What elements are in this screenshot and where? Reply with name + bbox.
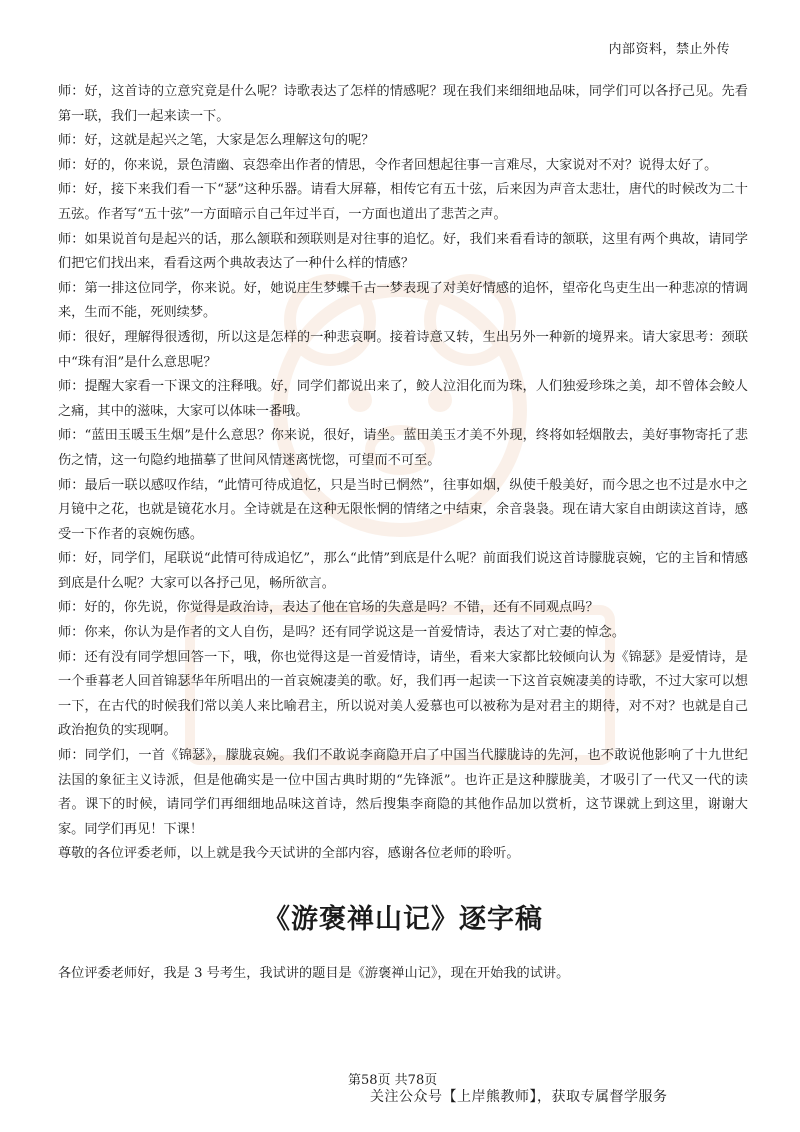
paragraph: 师：第一排这位同学，你来说。好，她说庄生梦蝶千古一梦表现了对美好情感的追怀，望帝化鸟吏生出一种悲凉的情调来，生而不能，死则续梦。 xyxy=(58,280,748,321)
paragraph: 师：最后一联以感叹作结，“此情可待成追忆，只是当时已惘然”，往事如烟，纵使千般美好，而今思之也不过是水中之月镜中之花，也就是镜花水月。全诗就是在这种无限怅惘的情绪之中结束，余音袅袅。现在请大家自由朗读这首诗，感受一下作者的哀婉伤感。 xyxy=(58,477,748,542)
paragraph: 师：如果说首句是起兴的话，那么颔联和颈联则是对往事的追忆。好，我们来看看诗的颔联，这里有两个典故，请同学们把它们找出来，看看这两个典故表达了一种什么样的情感？ xyxy=(58,231,748,272)
paragraph: 师：你来，你认为是作者的文人自伤，是吗？还有同学说这是一首爱情诗，表达了对亡妻的悼念。 xyxy=(58,625,626,641)
paragraph: 师：好，同学们，尾联说“此情可待成追忆”，那么“此情”到底是什么呢？前面我们说这首诗朦胧哀婉，它的主旨和情感到底是什么呢？大家可以各抒己见，畅所欲言。 xyxy=(58,551,748,591)
section-title: 《游褒禅山记》逐字稿 xyxy=(263,904,543,935)
paragraph: 师：同学们，一首《锦瑟》，朦胧哀婉。我们不敢说李商隐开启了中国当代朦胧诗的先河，也不敢说他影响了十九世纪法国的象征主义诗派，但是他确实是一位中国古典时期的“先锋派”。也许正是这种朦胧美，才吸引了一代又一代的读者。课下的时候，请同学们再细细地品味这首诗，然后搜集李商隐的其他作品加以赏析，这节课就上到这里，谢谢大家。同学们再见！下课！ xyxy=(58,748,748,837)
paragraph: 师：还有没有同学想回答一下，哦，你也觉得这是一首爱情诗，请坐，看来大家都比较倾向认为《锦瑟》是爱情诗，是一个垂暮老人回首锦瑟华年所唱出的一首哀婉凄美的歌。好，我们再一起读一下这首哀婉凄美的诗歌，不过大家可以想一下，在古代的时候我们常以美人来比喻君主，所以说对美人爱慕也可以被称为是对君主的期待，对不对？也就是自己政治抱负的实现啊。 xyxy=(58,649,748,739)
paragraph: 师：好的，你来说，景色清幽、哀怨牵出作者的情思，令作者回想起往事一言难尽，大家说对不对？说得太好了。 xyxy=(58,157,718,173)
page-number: 第58页 共78页 xyxy=(348,1073,438,1088)
paragraph: 师：好，这首诗的立意究竟是什么呢？诗歌表达了怎样的情感呢？现在我们来细细地品味，同学们可以各抒己见。先看第一联，我们一起来读一下。 xyxy=(58,84,748,124)
paragraph: 师：很好，理解得很透彻，所以这是怎样的一种悲哀啊。接着诗意又转，生出另外一种新的境界来。请大家思考：颈联中“珠有泪”是什么意思呢？ xyxy=(58,329,748,370)
document-body xyxy=(58,80,748,987)
paragraph: 师：提醒大家看一下课文的注释哦。好，同学们都说出来了，鲛人泣泪化而为珠，人们独爱珍珠之美，却不曾体会鲛人之痛，其中的滋味，大家可以体味一番哦。 xyxy=(58,379,748,419)
paragraph: 师：好的，你先说，你觉得是政治诗，表达了他在官场的失意是吗？不错，还有不同观点吗？ xyxy=(58,600,599,616)
paragraph: 师：“蓝田玉暖玉生烟”是什么意思？你来说，很好，请坐。蓝田美玉才美不外现，终将如轻烟散去，美好事物寄托了悲伤之情，这一句隐约地描摹了世间风情迷离恍惚，可望而不可至。 xyxy=(58,428,748,468)
intro-paragraph: 各位评委老师好，我是 3 号考生，我试讲的题目是《游褒禅山记》，现在开始我的试讲。 xyxy=(58,966,570,981)
paragraph: 师：好，这就是起兴之笔，大家是怎么理解这句的呢？ xyxy=(58,133,375,149)
closing-paragraph: 尊敬的各位评委老师，以上就是我今天试讲的全部内容，感谢各位老师的聆听。 xyxy=(58,846,520,862)
footer-promo: 关注公众号【上岸熊教师】，获取专属督学服务 xyxy=(370,1089,668,1105)
confidential-note: 内部资料，禁止外传 xyxy=(608,42,730,57)
paragraph: 师：好，接下来我们看一下“瑟”这种乐器。请看大屏幕，相传它有五十弦，后来因为声音太悲壮，唐代的时候改为二十五弦。作者写“五十弦”一方面暗示自己年过半百，一方面也道出了悲苦之声。 xyxy=(58,182,748,222)
